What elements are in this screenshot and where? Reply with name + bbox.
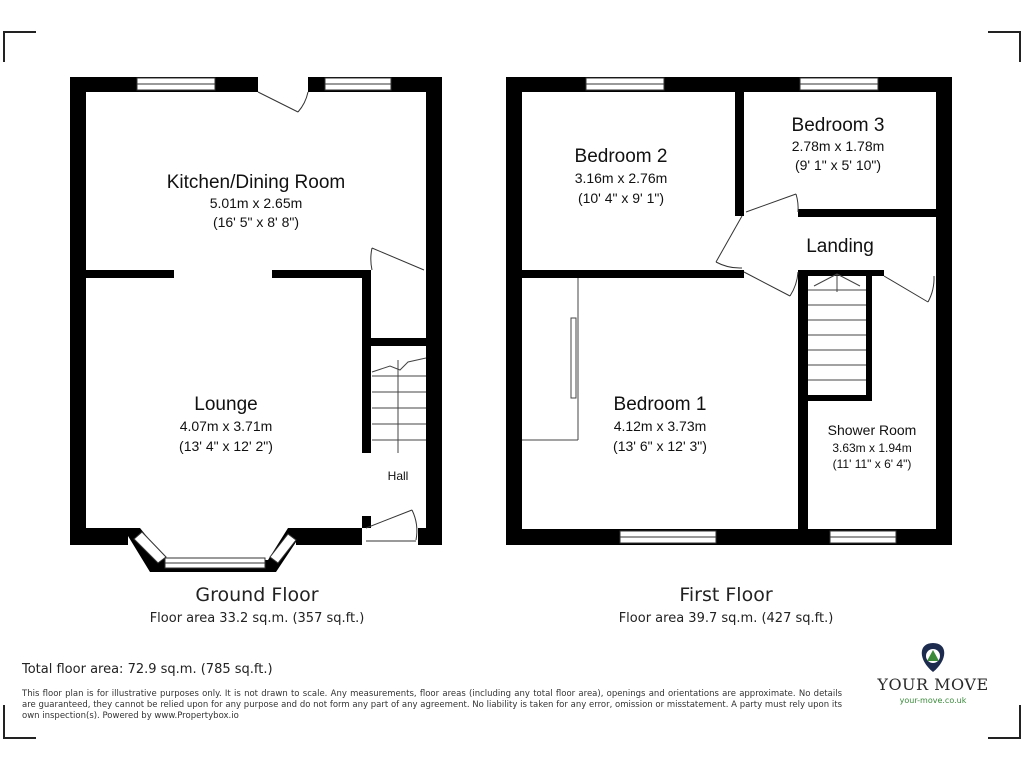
wardrobe bbox=[522, 278, 578, 440]
first-floor-name: First Floor bbox=[679, 584, 773, 606]
bedroom1-imperial: (13' 6" x 12' 3") bbox=[613, 438, 707, 454]
ground-floor-stairs bbox=[372, 358, 426, 453]
bedroom3-title: Bedroom 3 bbox=[791, 115, 885, 136]
bedroom3-metric: 2.78m x 1.78m bbox=[791, 138, 885, 154]
bedroom2-door bbox=[716, 216, 742, 268]
bedroom2-metric: 3.16m x 2.76m bbox=[574, 170, 668, 186]
kitchen-title: Kitchen/Dining Room bbox=[166, 172, 346, 193]
shower-title: Shower Room bbox=[827, 422, 917, 438]
first-floor-plan bbox=[506, 77, 952, 626]
bedroom3-door bbox=[746, 194, 798, 212]
first-floor-stairs bbox=[808, 274, 866, 380]
first-floor-area: Floor area 39.7 sq.m. (427 sq.ft.) bbox=[618, 611, 834, 626]
total-floor-area: Total floor area: 72.9 sq.m. (785 sq.ft.) bbox=[22, 662, 273, 677]
ground-floor-name: Ground Floor bbox=[195, 584, 319, 606]
kitchen-metric: 5.01m x 2.65m bbox=[209, 195, 303, 211]
lounge-title: Lounge bbox=[194, 394, 258, 415]
lounge-imperial: (13' 4" x 12' 2") bbox=[179, 438, 273, 454]
kitchen-imperial: (16' 5" x 8' 8") bbox=[212, 214, 300, 230]
hall-title: Hall bbox=[387, 469, 409, 483]
landing-title: Landing bbox=[806, 236, 874, 257]
bedroom1-metric: 4.12m x 3.73m bbox=[613, 418, 707, 434]
your-move-logo bbox=[876, 643, 988, 705]
brand-url: your-move.co.uk bbox=[899, 696, 967, 705]
bedroom1-door bbox=[744, 272, 798, 296]
bay-window bbox=[128, 528, 300, 572]
bedroom3-imperial: (9' 1" x 5' 10") bbox=[794, 157, 882, 173]
brand-name: YOUR MOVE bbox=[877, 675, 989, 694]
bedroom1-title: Bedroom 1 bbox=[613, 394, 707, 415]
ground-floor-walls bbox=[70, 77, 442, 545]
bedroom2-title: Bedroom 2 bbox=[574, 146, 668, 167]
disclaimer: This floor plan is for illustrative purposes only. It is not drawn to scale. Any measurements, floor areas (including any total floor area), openings and orientations are approximate. No details are guaranteed, they cannot be relied upon for any purpose and do not form any part of any agreement. No liability is taken for any error, omission or misstatement. A party must rely upon its own inspection(s). Powered by www.Propertybox.io bbox=[22, 689, 842, 721]
ground-floor-area: Floor area 33.2 sq.m. (357 sq.ft.) bbox=[149, 611, 365, 626]
ground-floor-plan bbox=[70, 77, 442, 626]
shower-door bbox=[884, 276, 934, 302]
first-floor-walls bbox=[506, 77, 952, 545]
shower-imperial: (11' 11" x 6' 4") bbox=[832, 457, 912, 471]
bedroom2-imperial: (10' 4" x 9' 1") bbox=[577, 190, 665, 206]
hall-door bbox=[371, 248, 424, 270]
lounge-metric: 4.07m x 3.71m bbox=[179, 418, 273, 434]
shower-metric: 3.63m x 1.94m bbox=[832, 441, 912, 455]
kitchen-door bbox=[258, 77, 308, 112]
